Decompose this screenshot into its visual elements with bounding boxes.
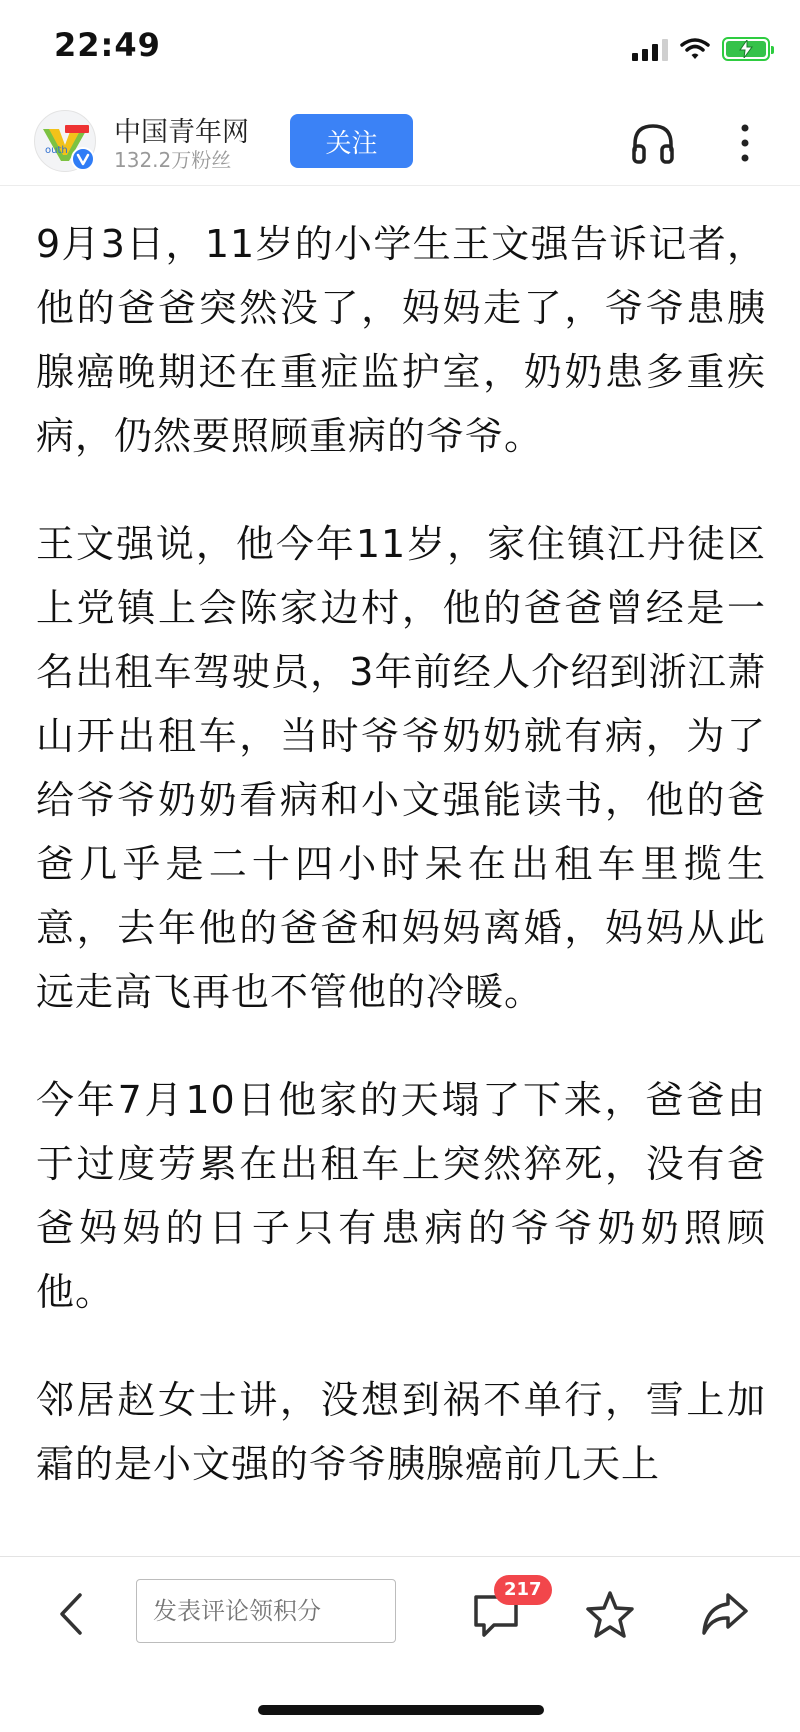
article-header: [0, 100, 800, 186]
bottom-toolbar: [0, 1556, 800, 1732]
signal-icon: [632, 37, 668, 61]
article-paragraph: 邻居赵女士讲，没想到祸不单行，雪上加霜的是小文强的爷爷胰腺癌前几天上: [36, 1378, 766, 1486]
channel-name[interactable]: 中国青年网: [114, 117, 249, 148]
comment-count-badge: 217: [494, 1575, 552, 1605]
channel-avatar[interactable]: [34, 110, 96, 172]
more-icon[interactable]: [730, 118, 760, 168]
headphones-icon[interactable]: [628, 118, 678, 168]
home-indicator[interactable]: [258, 1705, 544, 1715]
status-icons: [632, 34, 770, 64]
comment-input[interactable]: [136, 1579, 396, 1643]
back-icon[interactable]: [50, 1587, 94, 1641]
status-time: 22:49: [54, 26, 161, 64]
article-paragraph: 9月3日，11岁的小学生王文强告诉记者，他的爸爸突然没了，妈妈走了，爷爷患胰腺癌晚期还在重症监护室，奶奶患多重疾病，仍然要照顾重病的爷爷。: [36, 222, 766, 458]
share-icon[interactable]: [696, 1587, 752, 1643]
article-paragraph: 王文强说，他今年11岁，家住镇江丹徒区上党镇上会陈家边村，他的爸爸曾经是一名出租车驾驶员，3年前经人介绍到浙江萧山开出租车，当时爷爷奶奶就有病，为了给爷爷奶奶看病和小文强能读书，他的爸爸几乎是二十四小时呆在出租车里揽生意，去年他的爸爸和妈妈离婚，妈妈从此远走高飞再也不管他的冷暖。: [36, 522, 766, 1014]
verified-badge: [71, 147, 95, 171]
article-paragraph: 今年7月10日他家的天塌了下来，爸爸由于过度劳累在出租车上突然猝死，没有爸爸妈妈的日子只有患病的爷爷奶奶照顾他。: [36, 1078, 766, 1314]
follow-button[interactable]: 关注: [290, 114, 413, 168]
status-bar: [0, 0, 800, 96]
wifi-icon: [680, 37, 710, 61]
battery-icon: [722, 37, 770, 61]
star-icon[interactable]: [582, 1587, 638, 1643]
article-body: [36, 212, 766, 1540]
svg-text:outh: outh: [45, 145, 68, 156]
channel-fans: 132.2万粉丝: [114, 148, 232, 172]
